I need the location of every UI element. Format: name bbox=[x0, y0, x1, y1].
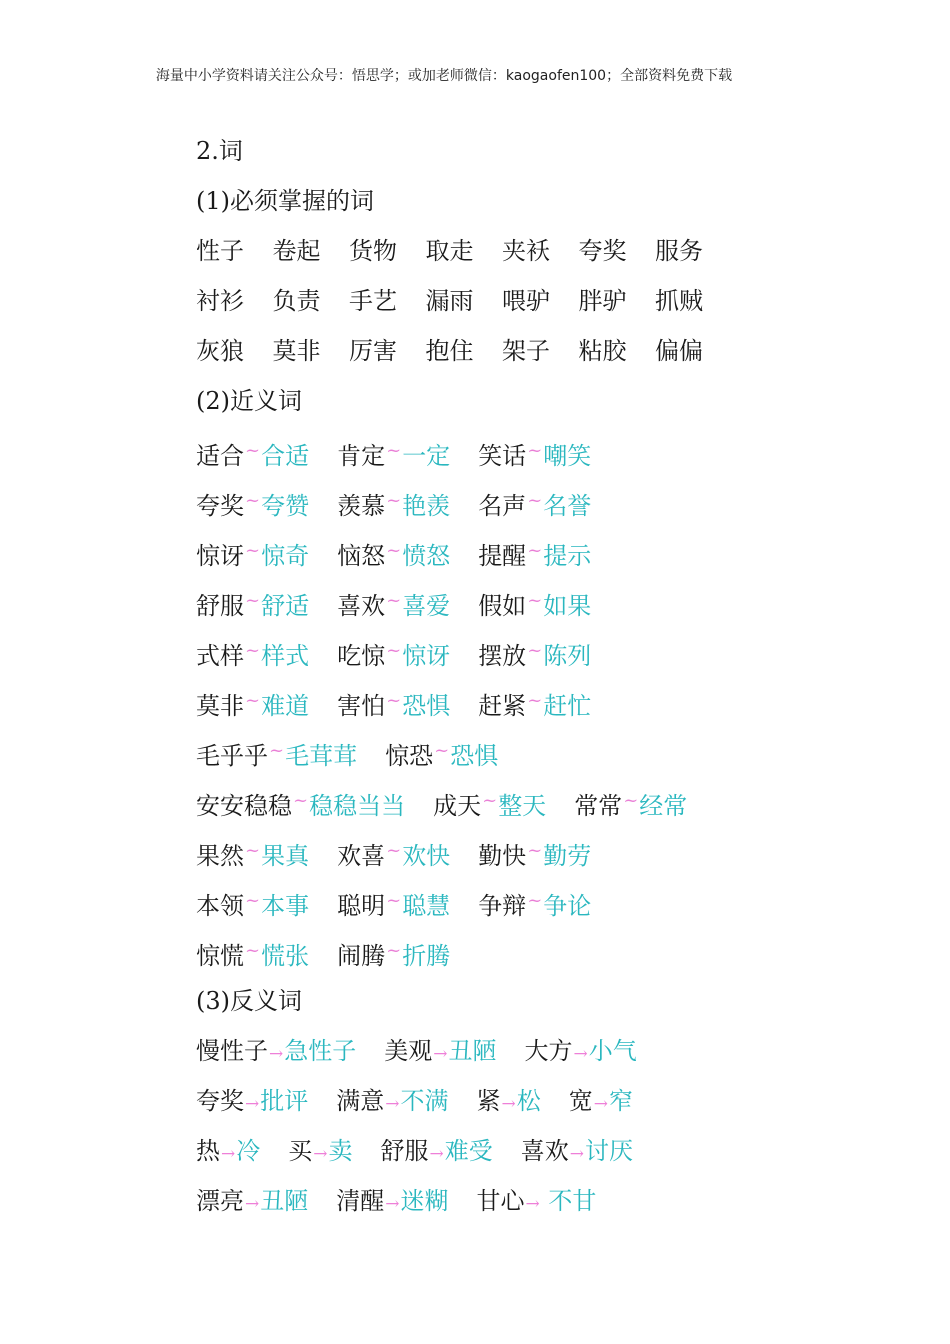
word: 慢性子 bbox=[196, 1037, 268, 1065]
answer-word: 如果 bbox=[543, 592, 592, 620]
antonym-pair bbox=[477, 1184, 597, 1221]
answer-word: 窄 bbox=[609, 1087, 633, 1115]
word-item: 衬衫 bbox=[196, 287, 244, 315]
subsection-heading: (2)近义词 bbox=[196, 387, 302, 415]
synonym-row bbox=[196, 734, 498, 768]
synonym-pair bbox=[385, 734, 498, 773]
word: 吃惊 bbox=[337, 642, 386, 670]
synonym-row bbox=[196, 934, 450, 968]
synonym-row bbox=[196, 634, 591, 668]
word: 赶紧 bbox=[478, 692, 527, 720]
word-item: 莫非 bbox=[272, 337, 321, 365]
answer-word: 冷 bbox=[236, 1137, 261, 1165]
word: 买 bbox=[288, 1137, 313, 1165]
synonym-pair bbox=[478, 634, 591, 673]
word: 常常 bbox=[574, 792, 623, 820]
word: 闹腾 bbox=[337, 942, 386, 970]
answer-word: 样式 bbox=[261, 642, 310, 670]
synonym-pair bbox=[196, 434, 309, 473]
word-item: 卷起 bbox=[272, 237, 321, 265]
word: 夸奖 bbox=[196, 492, 244, 520]
answer-word: 讨厌 bbox=[585, 1137, 633, 1165]
word-item: 手艺 bbox=[349, 287, 397, 315]
section-title bbox=[196, 134, 243, 168]
word: 羡慕 bbox=[337, 492, 386, 520]
word-item: 负责 bbox=[272, 287, 321, 315]
word: 聪明 bbox=[337, 892, 386, 920]
word: 热 bbox=[196, 1137, 220, 1165]
word: 恼怒 bbox=[337, 542, 386, 570]
subsection-heading: (3)反义词 bbox=[196, 987, 302, 1015]
synonym-pair bbox=[337, 884, 450, 923]
answer-word: 喜爱 bbox=[402, 592, 451, 620]
word: 适合 bbox=[196, 442, 244, 470]
word-item: 喂驴 bbox=[502, 287, 550, 315]
word-item: 胖驴 bbox=[578, 287, 627, 315]
word: 喜欢 bbox=[520, 1137, 569, 1165]
antonym-row bbox=[196, 1184, 596, 1218]
header-wechat: kaogaofen100 bbox=[505, 68, 607, 84]
word: 清醒 bbox=[336, 1187, 385, 1215]
page-header bbox=[0, 66, 888, 86]
synonym-pair bbox=[196, 884, 309, 923]
word-item: 性子 bbox=[196, 237, 244, 265]
antonym-pair bbox=[384, 1034, 496, 1071]
answer-word: 折腾 bbox=[402, 942, 451, 970]
arrow-icon: → bbox=[269, 1044, 284, 1064]
answer-word: 小气 bbox=[588, 1037, 637, 1065]
synonym-pair bbox=[196, 734, 357, 773]
synonym-row bbox=[196, 834, 591, 868]
tilde-separator: ~ bbox=[623, 790, 639, 811]
word: 喜欢 bbox=[337, 592, 386, 620]
word: 果然 bbox=[196, 842, 244, 870]
word: 害怕 bbox=[337, 692, 386, 720]
answer-word: 经常 bbox=[639, 792, 688, 820]
synonym-pair bbox=[478, 484, 591, 523]
antonym-pair bbox=[196, 1134, 260, 1171]
synonym-pair bbox=[337, 434, 450, 473]
synonym-pair bbox=[478, 834, 591, 873]
tilde-separator: ~ bbox=[245, 840, 261, 861]
antonym-pair bbox=[288, 1134, 352, 1171]
answer-word: 陈列 bbox=[543, 642, 592, 670]
word-row bbox=[196, 234, 703, 268]
synonym-row bbox=[196, 484, 591, 518]
synonym-row bbox=[196, 434, 591, 468]
tilde-separator: ~ bbox=[386, 590, 402, 611]
antonym-pair bbox=[477, 1084, 541, 1121]
tilde-separator: ~ bbox=[245, 590, 261, 611]
antonym-pair bbox=[336, 1184, 448, 1221]
answer-word: 艳羡 bbox=[402, 492, 451, 520]
answer-word: 难受 bbox=[444, 1137, 493, 1165]
answer-word: 惊奇 bbox=[261, 542, 310, 570]
tilde-separator: ~ bbox=[386, 690, 402, 711]
word-row bbox=[196, 334, 703, 368]
synonym-pair bbox=[478, 884, 591, 923]
answer-word: 舒适 bbox=[261, 592, 310, 620]
synonym-row bbox=[196, 884, 591, 918]
answer-word: 毛茸茸 bbox=[285, 742, 358, 770]
answer-word: 赶忙 bbox=[543, 692, 592, 720]
synonym-pair bbox=[433, 784, 546, 823]
word-item: 厉害 bbox=[349, 337, 397, 365]
antonym-pair bbox=[336, 1084, 448, 1121]
word: 争辩 bbox=[478, 892, 527, 920]
tilde-separator: ~ bbox=[245, 640, 261, 661]
arrow-icon: → bbox=[385, 1094, 400, 1114]
word: 摆放 bbox=[478, 642, 527, 670]
word-item: 夸奖 bbox=[578, 237, 627, 265]
arrow-icon: → bbox=[221, 1144, 236, 1164]
synonym-pair bbox=[196, 484, 309, 523]
answer-word: 稳稳当当 bbox=[309, 792, 406, 820]
answer-word: 夸赞 bbox=[261, 492, 310, 520]
answer-word: 松 bbox=[516, 1087, 541, 1115]
antonym-pair bbox=[196, 1184, 308, 1221]
must-learn-title bbox=[196, 184, 374, 218]
tilde-separator: ~ bbox=[527, 490, 543, 511]
word: 欢喜 bbox=[337, 842, 386, 870]
answer-word: 丑陋 bbox=[448, 1037, 497, 1065]
word: 紧 bbox=[476, 1087, 501, 1115]
answer-word: 恐惧 bbox=[450, 742, 499, 770]
answer-word: 整天 bbox=[498, 792, 547, 820]
word-item: 抱住 bbox=[425, 337, 474, 365]
synonym-pair bbox=[337, 534, 450, 573]
word: 大方 bbox=[524, 1037, 573, 1065]
arrow-icon: → bbox=[429, 1144, 444, 1164]
synonym-pair bbox=[196, 684, 309, 723]
word: 成天 bbox=[433, 792, 482, 820]
answer-word: 丑陋 bbox=[260, 1187, 309, 1215]
antonym-pair bbox=[569, 1084, 633, 1121]
arrow-icon: → bbox=[433, 1044, 448, 1064]
synonym-pair bbox=[478, 684, 591, 723]
word: 惊恐 bbox=[385, 742, 434, 770]
arrow-icon: → bbox=[569, 1144, 584, 1164]
word-item: 粘胶 bbox=[578, 337, 627, 365]
subsection-heading: (1)必须掌握的词 bbox=[196, 187, 374, 215]
antonym-pair bbox=[196, 1034, 356, 1071]
synonym-pair bbox=[478, 584, 591, 623]
tilde-separator: ~ bbox=[269, 740, 285, 761]
tilde-separator: ~ bbox=[245, 940, 261, 961]
word: 宽 bbox=[568, 1087, 593, 1115]
answer-word: 惊讶 bbox=[402, 642, 451, 670]
antonyms-title bbox=[196, 984, 302, 1018]
answer-word: 提示 bbox=[543, 542, 592, 570]
antonym-pair bbox=[196, 1084, 308, 1121]
word: 勤快 bbox=[478, 842, 527, 870]
arrow-icon: → bbox=[525, 1194, 540, 1214]
answer-word: 合适 bbox=[261, 442, 310, 470]
synonym-pair bbox=[196, 834, 309, 873]
tilde-separator: ~ bbox=[245, 440, 261, 461]
tilde-separator: ~ bbox=[527, 540, 543, 561]
tilde-separator: ~ bbox=[386, 890, 402, 911]
word: 笑话 bbox=[478, 442, 527, 470]
answer-word: 名誉 bbox=[543, 492, 592, 520]
word: 惊慌 bbox=[196, 942, 244, 970]
arrow-icon: → bbox=[313, 1144, 328, 1164]
antonym-pair bbox=[381, 1134, 493, 1171]
word-item: 架子 bbox=[502, 337, 550, 365]
word: 惊讶 bbox=[196, 542, 244, 570]
tilde-separator: ~ bbox=[386, 840, 402, 861]
word: 名声 bbox=[478, 492, 527, 520]
word: 舒服 bbox=[380, 1137, 429, 1165]
synonyms-title bbox=[196, 384, 302, 418]
tilde-separator: ~ bbox=[482, 790, 498, 811]
word: 安安稳稳 bbox=[196, 792, 292, 820]
synonym-pair bbox=[574, 784, 687, 823]
word: 夸奖 bbox=[196, 1087, 244, 1115]
word-item: 取走 bbox=[425, 237, 474, 265]
word-item: 漏雨 bbox=[425, 287, 474, 315]
synonym-pair bbox=[337, 584, 450, 623]
tilde-separator: ~ bbox=[245, 890, 261, 911]
answer-word: 聪慧 bbox=[402, 892, 451, 920]
word: 假如 bbox=[478, 592, 527, 620]
antonym-pair bbox=[525, 1034, 637, 1071]
tilde-separator: ~ bbox=[386, 640, 402, 661]
answer-word: 嘲笑 bbox=[543, 442, 592, 470]
tilde-separator: ~ bbox=[245, 690, 261, 711]
word: 本领 bbox=[196, 892, 244, 920]
answer-word: 难道 bbox=[261, 692, 310, 720]
arrow-icon: → bbox=[593, 1094, 608, 1114]
arrow-icon: → bbox=[385, 1194, 400, 1214]
answer-word: 愤怒 bbox=[402, 542, 451, 570]
word: 莫非 bbox=[196, 692, 244, 720]
tilde-separator: ~ bbox=[527, 690, 543, 711]
tilde-separator: ~ bbox=[386, 940, 402, 961]
header-prefix: 海量中小学资料请关注公众号：悟思学；或加老师微信： bbox=[155, 68, 506, 84]
synonym-pair bbox=[196, 784, 405, 823]
answer-word: 一定 bbox=[402, 442, 451, 470]
word: 甘心 bbox=[476, 1187, 525, 1215]
tilde-separator: ~ bbox=[386, 540, 402, 561]
tilde-separator: ~ bbox=[527, 840, 543, 861]
tilde-separator: ~ bbox=[527, 640, 543, 661]
arrow-icon: → bbox=[245, 1094, 260, 1114]
synonym-row bbox=[196, 534, 591, 568]
word-item: 偏偏 bbox=[655, 337, 703, 365]
word: 满意 bbox=[336, 1087, 385, 1115]
synonym-pair bbox=[478, 534, 591, 573]
answer-word: 恐惧 bbox=[402, 692, 451, 720]
antonym-row bbox=[196, 1134, 633, 1168]
answer-word: 不满 bbox=[400, 1087, 449, 1115]
answer-word: 欢快 bbox=[402, 842, 451, 870]
word-item: 灰狼 bbox=[196, 337, 244, 365]
word: 舒服 bbox=[196, 592, 244, 620]
tilde-separator: ~ bbox=[386, 490, 402, 511]
header-suffix: ；全部资料免费下载 bbox=[606, 68, 733, 84]
answer-word: 迷糊 bbox=[400, 1187, 449, 1215]
synonym-pair bbox=[337, 834, 450, 873]
synonym-row bbox=[196, 684, 591, 718]
tilde-separator: ~ bbox=[293, 790, 309, 811]
antonym-row bbox=[196, 1084, 633, 1118]
answer-word: 勤劳 bbox=[543, 842, 592, 870]
antonym-row bbox=[196, 1034, 637, 1068]
synonym-pair bbox=[196, 584, 309, 623]
arrow-icon: → bbox=[573, 1044, 588, 1064]
tilde-separator: ~ bbox=[386, 440, 402, 461]
tilde-separator: ~ bbox=[527, 590, 543, 611]
answer-word: 批评 bbox=[260, 1087, 309, 1115]
word: 漂亮 bbox=[196, 1187, 244, 1215]
tilde-separator: ~ bbox=[245, 540, 261, 561]
word-item: 夹袄 bbox=[502, 237, 550, 265]
answer-word: 不甘 bbox=[540, 1187, 597, 1215]
synonym-pair bbox=[196, 634, 309, 673]
synonym-pair bbox=[196, 534, 309, 573]
synonym-row bbox=[196, 784, 687, 818]
synonym-pair bbox=[337, 634, 450, 673]
tilde-separator: ~ bbox=[434, 740, 450, 761]
word-item: 抓贼 bbox=[655, 287, 703, 315]
answer-word: 卖 bbox=[328, 1137, 353, 1165]
synonym-pair bbox=[478, 434, 591, 473]
word: 肯定 bbox=[337, 442, 386, 470]
synonym-pair bbox=[337, 684, 450, 723]
answer-word: 本事 bbox=[261, 892, 310, 920]
word: 毛乎乎 bbox=[196, 742, 268, 770]
tilde-separator: ~ bbox=[245, 490, 261, 511]
section-heading: 2.词 bbox=[196, 137, 243, 165]
answer-word: 果真 bbox=[261, 842, 310, 870]
word-item: 货物 bbox=[349, 237, 397, 265]
arrow-icon: → bbox=[501, 1094, 516, 1114]
antonym-pair bbox=[521, 1134, 633, 1171]
word-row bbox=[196, 284, 703, 318]
word: 式样 bbox=[196, 642, 244, 670]
tilde-separator: ~ bbox=[527, 440, 543, 461]
synonym-pair bbox=[337, 484, 450, 523]
answer-word: 慌张 bbox=[261, 942, 310, 970]
word: 提醒 bbox=[478, 542, 527, 570]
arrow-icon: → bbox=[245, 1194, 260, 1214]
synonym-pair bbox=[196, 934, 309, 973]
tilde-separator: ~ bbox=[527, 890, 543, 911]
word: 美观 bbox=[384, 1037, 433, 1065]
answer-word: 争论 bbox=[543, 892, 592, 920]
synonym-pair bbox=[337, 934, 450, 973]
synonym-row bbox=[196, 584, 591, 618]
answer-word: 急性子 bbox=[284, 1037, 357, 1065]
word-item: 服务 bbox=[655, 237, 703, 265]
